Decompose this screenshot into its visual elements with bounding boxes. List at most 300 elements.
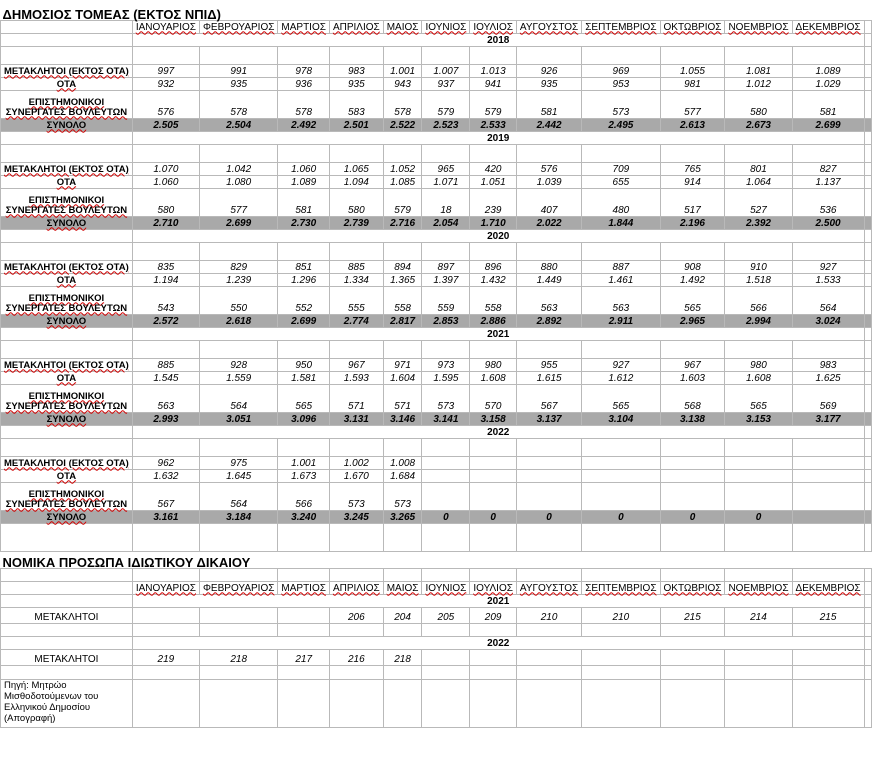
value-cell[interactable]: 827 xyxy=(792,162,864,175)
empty-cell[interactable] xyxy=(132,679,199,727)
value-cell[interactable]: 1.559 xyxy=(199,371,277,384)
value-cell[interactable]: 552 xyxy=(278,286,330,314)
empty-cell[interactable] xyxy=(792,46,864,64)
total-cell[interactable]: 0 xyxy=(470,510,517,523)
row-label-epistimonikoi[interactable] xyxy=(1,384,133,412)
value-cell[interactable]: 1.608 xyxy=(725,371,792,384)
empty-cell[interactable] xyxy=(660,144,725,162)
value-cell[interactable]: 914 xyxy=(660,175,725,188)
value-cell[interactable]: 978 xyxy=(278,64,330,77)
empty-cell[interactable] xyxy=(864,286,871,314)
empty-cell[interactable] xyxy=(278,679,330,727)
value-cell[interactable]: 579 xyxy=(422,90,470,118)
total-cell[interactable]: 2.853 xyxy=(422,314,470,327)
value-cell[interactable]: 564 xyxy=(199,384,277,412)
value-cell[interactable]: 578 xyxy=(199,90,277,118)
total-cell[interactable]: 2.739 xyxy=(329,216,383,229)
total-cell[interactable]: 2.442 xyxy=(516,118,581,131)
value-cell[interactable]: 218 xyxy=(199,649,277,665)
value-cell[interactable]: 908 xyxy=(660,260,725,273)
value-cell[interactable]: 953 xyxy=(582,77,660,90)
month-header[interactable]: ΜΑΡΤΙΟΣ xyxy=(278,20,330,33)
value-cell[interactable]: 967 xyxy=(660,358,725,371)
total-cell[interactable]: 2.572 xyxy=(132,314,199,327)
value-cell[interactable]: 210 xyxy=(582,607,660,623)
total-cell[interactable]: 1.844 xyxy=(582,216,660,229)
empty-cell[interactable] xyxy=(132,665,199,679)
value-cell[interactable]: 566 xyxy=(278,482,330,510)
empty-cell[interactable] xyxy=(660,623,725,636)
row-label-total[interactable]: ΣΥΝΟΛΟ xyxy=(1,314,133,327)
value-cell[interactable] xyxy=(660,469,725,482)
value-cell[interactable]: 885 xyxy=(329,260,383,273)
value-cell[interactable]: 1.055 xyxy=(660,64,725,77)
value-cell[interactable]: 563 xyxy=(516,286,581,314)
value-cell[interactable] xyxy=(516,649,581,665)
value-cell[interactable]: 217 xyxy=(278,649,330,665)
empty-cell[interactable] xyxy=(864,260,871,273)
value-cell[interactable] xyxy=(516,456,581,469)
empty-cell[interactable] xyxy=(132,46,199,64)
total-cell[interactable]: 2.965 xyxy=(660,314,725,327)
value-cell[interactable]: 1.089 xyxy=(278,175,330,188)
month-header[interactable]: ΙΟΥΛΙΟΣ xyxy=(470,581,517,594)
corner-cell[interactable] xyxy=(1,20,133,33)
empty-cell[interactable] xyxy=(660,46,725,64)
total-cell[interactable]: 0 xyxy=(422,510,470,523)
value-cell[interactable]: 1.071 xyxy=(422,175,470,188)
value-cell[interactable]: 565 xyxy=(725,384,792,412)
value-cell[interactable] xyxy=(422,482,470,510)
year-label[interactable]: 2022 xyxy=(132,636,864,649)
empty-cell[interactable] xyxy=(725,568,792,581)
section-title[interactable]: ΝΟΜΙΚΑ ΠΡΟΣΩΠΑ ΙΔΙΩΤΙΚΟΥ ΔΙΚΑΙΟΥ xyxy=(2,554,251,570)
value-cell[interactable]: 910 xyxy=(725,260,792,273)
value-cell[interactable]: 1.029 xyxy=(792,77,864,90)
value-cell[interactable]: 563 xyxy=(582,286,660,314)
value-cell[interactable]: 239 xyxy=(470,188,517,216)
year-spacer[interactable] xyxy=(1,636,133,649)
total-cell[interactable]: 3.104 xyxy=(582,412,660,425)
year-label[interactable]: 2021 xyxy=(132,594,864,607)
value-cell[interactable]: 1.545 xyxy=(132,371,199,384)
row-label-metaklitoi[interactable]: ΜΕΤΑΚΛΗΤΟΙ (ΕΚΤΟΣ ΟΤΑ) xyxy=(1,358,133,371)
value-cell[interactable] xyxy=(422,469,470,482)
value-cell[interactable]: 577 xyxy=(660,90,725,118)
empty-cell[interactable] xyxy=(582,144,660,162)
empty-cell[interactable] xyxy=(470,568,517,581)
empty-cell[interactable] xyxy=(582,623,660,636)
value-cell[interactable] xyxy=(582,469,660,482)
value-cell[interactable]: 962 xyxy=(132,456,199,469)
total-cell[interactable]: 3.141 xyxy=(422,412,470,425)
total-cell[interactable]: 2.022 xyxy=(516,216,581,229)
empty-cell[interactable] xyxy=(864,175,871,188)
empty-cell[interactable] xyxy=(864,523,871,551)
total-cell[interactable]: 3.146 xyxy=(383,412,422,425)
value-cell[interactable]: 577 xyxy=(199,188,277,216)
value-cell[interactable]: 204 xyxy=(383,607,422,623)
value-cell[interactable]: 210 xyxy=(516,607,581,623)
empty-cell[interactable] xyxy=(132,438,199,456)
value-cell[interactable]: 1.239 xyxy=(199,273,277,286)
total-cell[interactable]: 2.495 xyxy=(582,118,660,131)
value-cell[interactable] xyxy=(470,456,517,469)
value-cell[interactable]: 583 xyxy=(329,90,383,118)
value-cell[interactable]: 580 xyxy=(725,90,792,118)
value-cell[interactable]: 569 xyxy=(792,384,864,412)
empty-cell[interactable] xyxy=(792,623,864,636)
empty-cell[interactable] xyxy=(582,438,660,456)
empty-cell[interactable] xyxy=(199,568,277,581)
value-cell[interactable] xyxy=(660,456,725,469)
value-cell[interactable]: 1.492 xyxy=(660,273,725,286)
value-cell[interactable] xyxy=(516,482,581,510)
empty-cell[interactable] xyxy=(864,144,871,162)
value-cell[interactable]: 1.070 xyxy=(132,162,199,175)
value-cell[interactable]: 1.632 xyxy=(132,469,199,482)
value-cell[interactable]: 928 xyxy=(199,358,277,371)
value-cell[interactable]: 1.081 xyxy=(725,64,792,77)
empty-cell[interactable] xyxy=(516,523,581,551)
empty-cell[interactable] xyxy=(864,77,871,90)
total-cell[interactable]: 2.774 xyxy=(329,314,383,327)
year-spacer[interactable] xyxy=(1,131,133,144)
value-cell[interactable] xyxy=(199,607,277,623)
empty-cell[interactable] xyxy=(422,523,470,551)
value-cell[interactable] xyxy=(725,482,792,510)
value-cell[interactable]: 206 xyxy=(329,607,383,623)
value-cell[interactable]: 527 xyxy=(725,188,792,216)
empty-cell[interactable] xyxy=(199,46,277,64)
value-cell[interactable]: 578 xyxy=(383,90,422,118)
value-cell[interactable]: 927 xyxy=(582,358,660,371)
empty-cell[interactable] xyxy=(329,242,383,260)
total-cell[interactable]: 2.911 xyxy=(582,314,660,327)
empty-cell[interactable] xyxy=(660,438,725,456)
value-cell[interactable]: 1.064 xyxy=(725,175,792,188)
value-cell[interactable] xyxy=(582,482,660,510)
empty-cell[interactable] xyxy=(864,482,871,510)
total-cell[interactable]: 2.673 xyxy=(725,118,792,131)
value-cell[interactable]: 559 xyxy=(422,286,470,314)
empty-cell[interactable] xyxy=(864,679,871,727)
month-header[interactable]: ΙΟΥΝΙΟΣ xyxy=(422,581,470,594)
empty-cell[interactable] xyxy=(864,568,871,581)
value-cell[interactable]: 980 xyxy=(470,358,517,371)
empty-cell[interactable] xyxy=(329,438,383,456)
value-cell[interactable]: 973 xyxy=(422,358,470,371)
empty-cell[interactable] xyxy=(864,425,871,438)
empty-cell[interactable] xyxy=(278,242,330,260)
row-label-total[interactable]: ΣΥΝΟΛΟ xyxy=(1,510,133,523)
month-header[interactable]: ΝΟΕΜΒΡΙΟΣ xyxy=(725,581,792,594)
total-cell[interactable]: 0 xyxy=(582,510,660,523)
value-cell[interactable]: 550 xyxy=(199,286,277,314)
empty-cell[interactable] xyxy=(864,33,871,46)
empty-cell[interactable] xyxy=(864,594,871,607)
value-cell[interactable]: 565 xyxy=(660,286,725,314)
month-header[interactable]: ΑΠΡΙΛΙΟΣ xyxy=(329,20,383,33)
month-header[interactable]: ΣΕΠΤΕΜΒΡΙΟΣ xyxy=(582,20,660,33)
value-cell[interactable]: 1.645 xyxy=(199,469,277,482)
value-cell[interactable] xyxy=(516,469,581,482)
empty-cell[interactable] xyxy=(1,144,133,162)
total-cell[interactable]: 3.240 xyxy=(278,510,330,523)
total-cell[interactable] xyxy=(792,510,864,523)
value-cell[interactable]: 936 xyxy=(278,77,330,90)
value-cell[interactable]: 1.533 xyxy=(792,273,864,286)
value-cell[interactable]: 1.060 xyxy=(278,162,330,175)
empty-cell[interactable] xyxy=(792,340,864,358)
corner-cell[interactable] xyxy=(1,581,133,594)
value-cell[interactable]: 205 xyxy=(422,607,470,623)
value-cell[interactable]: 216 xyxy=(329,649,383,665)
value-cell[interactable]: 543 xyxy=(132,286,199,314)
empty-cell[interactable] xyxy=(199,679,277,727)
total-cell[interactable]: 3.024 xyxy=(792,314,864,327)
value-cell[interactable] xyxy=(725,456,792,469)
empty-cell[interactable] xyxy=(132,623,199,636)
value-cell[interactable]: 579 xyxy=(383,188,422,216)
row-label-ota[interactable]: ΟΤΑ xyxy=(1,273,133,286)
total-cell[interactable]: 2.505 xyxy=(132,118,199,131)
empty-cell[interactable] xyxy=(278,665,330,679)
value-cell[interactable]: 765 xyxy=(660,162,725,175)
value-cell[interactable]: 1.052 xyxy=(383,162,422,175)
total-cell[interactable]: 2.730 xyxy=(278,216,330,229)
empty-cell[interactable] xyxy=(864,216,871,229)
year-label[interactable]: 2021 xyxy=(132,327,864,340)
empty-cell[interactable] xyxy=(792,523,864,551)
empty-cell[interactable] xyxy=(278,623,330,636)
value-cell[interactable]: 1.518 xyxy=(725,273,792,286)
value-cell[interactable]: 566 xyxy=(725,286,792,314)
empty-cell[interactable] xyxy=(516,679,581,727)
empty-cell[interactable] xyxy=(329,46,383,64)
value-cell[interactable]: 980 xyxy=(725,358,792,371)
value-cell[interactable]: 935 xyxy=(199,77,277,90)
empty-cell[interactable] xyxy=(582,46,660,64)
year-label[interactable]: 2019 xyxy=(132,131,864,144)
total-cell[interactable]: 2.392 xyxy=(725,216,792,229)
total-cell[interactable]: 2.710 xyxy=(132,216,199,229)
value-cell[interactable]: 570 xyxy=(470,384,517,412)
year-spacer[interactable] xyxy=(1,229,133,242)
value-cell[interactable]: 580 xyxy=(329,188,383,216)
value-cell[interactable]: 897 xyxy=(422,260,470,273)
value-cell[interactable]: 573 xyxy=(422,384,470,412)
value-cell[interactable]: 955 xyxy=(516,358,581,371)
empty-cell[interactable] xyxy=(792,144,864,162)
empty-cell[interactable] xyxy=(422,144,470,162)
empty-cell[interactable] xyxy=(792,568,864,581)
row-label-total[interactable]: ΣΥΝΟΛΟ xyxy=(1,216,133,229)
value-cell[interactable]: 1.007 xyxy=(422,64,470,77)
value-cell[interactable] xyxy=(422,649,470,665)
month-header[interactable]: ΜΑΙΟΣ xyxy=(383,20,422,33)
total-cell[interactable]: 2.817 xyxy=(383,314,422,327)
empty-cell[interactable] xyxy=(470,144,517,162)
total-cell[interactable]: 2.504 xyxy=(199,118,277,131)
empty-cell[interactable] xyxy=(1,340,133,358)
empty-cell[interactable] xyxy=(792,438,864,456)
value-cell[interactable]: 1.673 xyxy=(278,469,330,482)
value-cell[interactable]: 851 xyxy=(278,260,330,273)
total-cell[interactable]: 2.699 xyxy=(199,216,277,229)
empty-cell[interactable] xyxy=(725,242,792,260)
value-cell[interactable]: 1.012 xyxy=(725,77,792,90)
total-cell[interactable]: 3.131 xyxy=(329,412,383,425)
month-header[interactable]: ΑΠΡΙΛΙΟΣ xyxy=(329,581,383,594)
month-header[interactable]: ΣΕΠΤΕΜΒΡΙΟΣ xyxy=(582,581,660,594)
value-cell[interactable]: 1.001 xyxy=(278,456,330,469)
year-label[interactable]: 2022 xyxy=(132,425,864,438)
value-cell[interactable]: 1.080 xyxy=(199,175,277,188)
total-cell[interactable]: 3.096 xyxy=(278,412,330,425)
value-cell[interactable]: 1.581 xyxy=(278,371,330,384)
value-cell[interactable] xyxy=(422,456,470,469)
empty-cell[interactable] xyxy=(582,523,660,551)
value-cell[interactable]: 558 xyxy=(470,286,517,314)
empty-cell[interactable] xyxy=(864,581,871,594)
empty-cell[interactable] xyxy=(132,340,199,358)
value-cell[interactable] xyxy=(470,469,517,482)
value-cell[interactable]: 1.684 xyxy=(383,469,422,482)
empty-cell[interactable] xyxy=(383,523,422,551)
value-cell[interactable]: 983 xyxy=(792,358,864,371)
empty-cell[interactable] xyxy=(516,144,581,162)
total-cell[interactable]: 0 xyxy=(725,510,792,523)
total-cell[interactable]: 2.699 xyxy=(278,314,330,327)
empty-cell[interactable] xyxy=(422,46,470,64)
value-cell[interactable]: 926 xyxy=(516,64,581,77)
total-cell[interactable]: 3.245 xyxy=(329,510,383,523)
empty-cell[interactable] xyxy=(199,340,277,358)
value-cell[interactable]: 565 xyxy=(582,384,660,412)
value-cell[interactable]: 1.604 xyxy=(383,371,422,384)
value-cell[interactable] xyxy=(660,649,725,665)
empty-cell[interactable] xyxy=(383,665,422,679)
empty-cell[interactable] xyxy=(1,665,133,679)
empty-cell[interactable] xyxy=(582,242,660,260)
month-header[interactable]: ΔΕΚΕΜΒΡΙΟΣ xyxy=(792,20,864,33)
value-cell[interactable]: 576 xyxy=(516,162,581,175)
total-cell[interactable]: 2.196 xyxy=(660,216,725,229)
value-cell[interactable]: 581 xyxy=(278,188,330,216)
empty-cell[interactable] xyxy=(278,568,330,581)
total-cell[interactable]: 3.177 xyxy=(792,412,864,425)
month-header[interactable]: ΑΥΓΟΥΣΤΟΣ xyxy=(516,20,581,33)
total-cell[interactable]: 2.994 xyxy=(725,314,792,327)
value-cell[interactable]: 1.334 xyxy=(329,273,383,286)
empty-cell[interactable] xyxy=(516,665,581,679)
empty-cell[interactable] xyxy=(1,242,133,260)
empty-cell[interactable] xyxy=(329,523,383,551)
total-cell[interactable]: 2.716 xyxy=(383,216,422,229)
row-label-ota[interactable]: ΟΤΑ xyxy=(1,469,133,482)
value-cell[interactable]: 581 xyxy=(792,90,864,118)
month-header[interactable]: ΟΚΤΩΒΡΙΟΣ xyxy=(660,581,725,594)
value-cell[interactable]: 829 xyxy=(199,260,277,273)
value-cell[interactable]: 1.449 xyxy=(516,273,581,286)
empty-cell[interactable] xyxy=(470,46,517,64)
empty-cell[interactable] xyxy=(864,623,871,636)
total-cell[interactable]: 1.710 xyxy=(470,216,517,229)
total-cell[interactable]: 3.137 xyxy=(516,412,581,425)
value-cell[interactable] xyxy=(725,649,792,665)
value-cell[interactable]: 932 xyxy=(132,77,199,90)
month-header[interactable]: ΝΟΕΜΒΡΙΟΣ xyxy=(725,20,792,33)
total-cell[interactable]: 2.523 xyxy=(422,118,470,131)
value-cell[interactable]: 880 xyxy=(516,260,581,273)
empty-cell[interactable] xyxy=(725,665,792,679)
month-header[interactable]: ΙΑΝΟΥΑΡΙΟΣ xyxy=(132,20,199,33)
value-cell[interactable]: 1.603 xyxy=(660,371,725,384)
value-cell[interactable]: 219 xyxy=(132,649,199,665)
month-header[interactable]: ΟΚΤΩΒΡΙΟΣ xyxy=(660,20,725,33)
empty-cell[interactable] xyxy=(582,568,660,581)
total-cell[interactable]: 3.138 xyxy=(660,412,725,425)
empty-cell[interactable] xyxy=(199,623,277,636)
empty-cell[interactable] xyxy=(1,623,133,636)
value-cell[interactable]: 1.008 xyxy=(383,456,422,469)
total-cell[interactable]: 2.618 xyxy=(199,314,277,327)
value-cell[interactable]: 564 xyxy=(199,482,277,510)
month-header[interactable]: ΑΥΓΟΥΣΤΟΣ xyxy=(516,581,581,594)
empty-cell[interactable] xyxy=(864,242,871,260)
empty-cell[interactable] xyxy=(199,523,277,551)
empty-cell[interactable] xyxy=(383,242,422,260)
empty-cell[interactable] xyxy=(660,523,725,551)
empty-cell[interactable] xyxy=(422,679,470,727)
value-cell[interactable]: 1.194 xyxy=(132,273,199,286)
empty-cell[interactable] xyxy=(660,679,725,727)
value-cell[interactable]: 835 xyxy=(132,260,199,273)
empty-cell[interactable] xyxy=(582,665,660,679)
empty-cell[interactable] xyxy=(329,679,383,727)
year-spacer[interactable] xyxy=(1,594,133,607)
section-title[interactable]: ΔΗΜΟΣΙΟΣ ΤΟΜΕΑΣ (ΕΚΤΟΣ ΝΠΙΔ) xyxy=(2,6,221,22)
value-cell[interactable]: 555 xyxy=(329,286,383,314)
empty-cell[interactable] xyxy=(864,469,871,482)
empty-cell[interactable] xyxy=(792,242,864,260)
value-cell[interactable]: 571 xyxy=(383,384,422,412)
empty-cell[interactable] xyxy=(864,358,871,371)
empty-cell[interactable] xyxy=(329,568,383,581)
value-cell[interactable]: 943 xyxy=(383,77,422,90)
empty-cell[interactable] xyxy=(1,523,133,551)
value-cell[interactable]: 578 xyxy=(278,90,330,118)
month-header[interactable]: ΙΑΝΟΥΑΡΙΟΣ xyxy=(132,581,199,594)
row-label-epistimonikoi[interactable] xyxy=(1,482,133,510)
empty-cell[interactable] xyxy=(864,456,871,469)
source-note[interactable]: Πηγή: Μητρώο Μισθοδοτούμενων του Ελληνικού Δημοσίου (Απογραφή) xyxy=(1,679,133,727)
total-cell[interactable]: 3.051 xyxy=(199,412,277,425)
value-cell[interactable]: 1.013 xyxy=(470,64,517,77)
row-label-total[interactable]: ΣΥΝΟΛΟ xyxy=(1,118,133,131)
value-cell[interactable]: 997 xyxy=(132,64,199,77)
value-cell[interactable]: 935 xyxy=(516,77,581,90)
empty-cell[interactable] xyxy=(199,438,277,456)
value-cell[interactable] xyxy=(725,469,792,482)
month-header[interactable]: ΙΟΥΛΙΟΣ xyxy=(470,20,517,33)
total-cell[interactable]: 2.993 xyxy=(132,412,199,425)
value-cell[interactable]: 567 xyxy=(516,384,581,412)
value-cell[interactable]: 209 xyxy=(470,607,517,623)
month-header[interactable]: ΦΕΒΡΟΥΑΡΙΟΣ xyxy=(199,581,277,594)
value-cell[interactable]: 1.065 xyxy=(329,162,383,175)
